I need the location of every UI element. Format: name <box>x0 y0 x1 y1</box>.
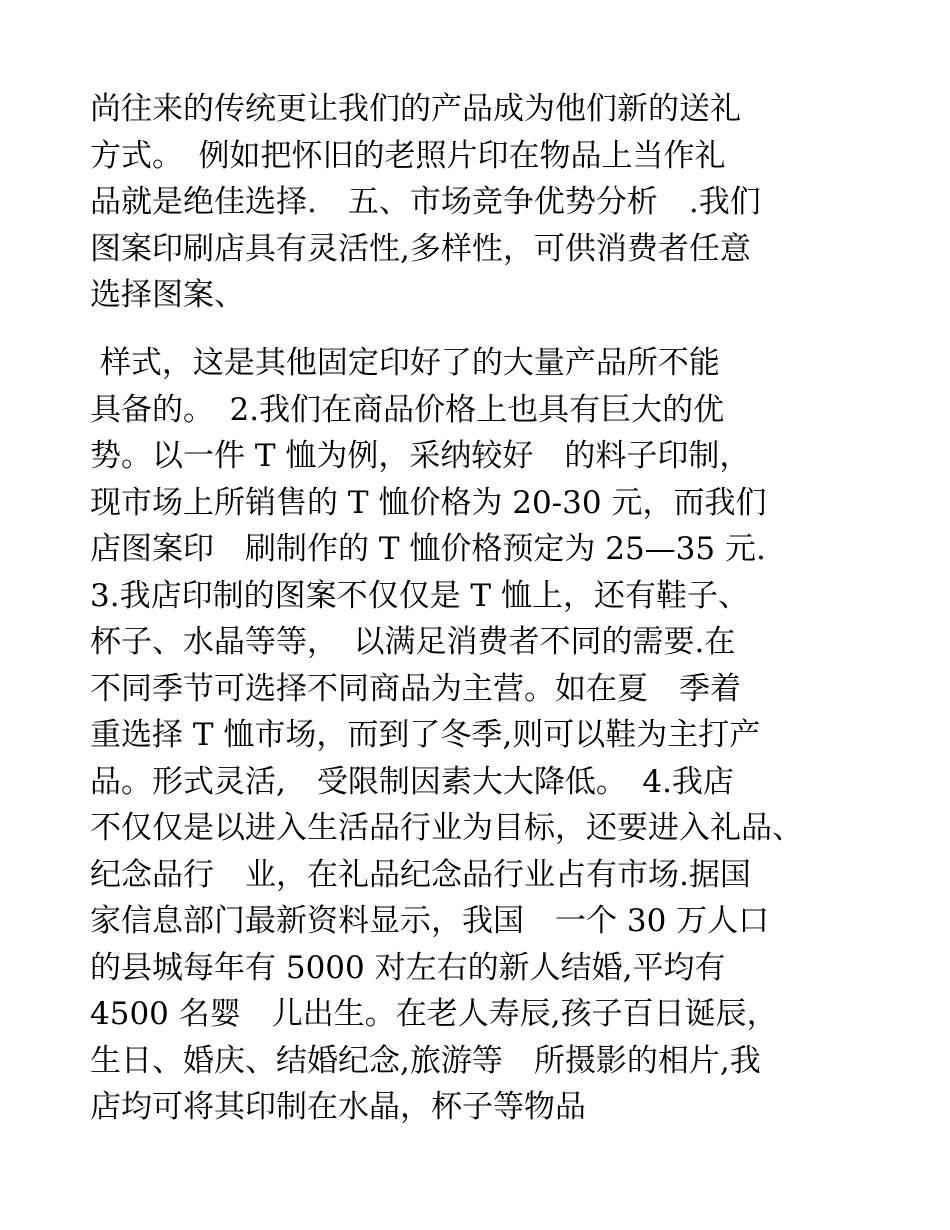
paragraph-line: 不同季节可选择不同商品为主营。如在夏 季着 <box>90 670 741 707</box>
paragraph-line: 方式。 例如把怀旧的老照片印在物品上当作礼 <box>90 137 726 174</box>
paragraph-line: 家信息部门最新资料显示，我国 一个 30 万人口 <box>90 903 770 939</box>
paragraph-line: 纪念品行 业，在礼品纪念品行业占有市场.据国 <box>90 856 751 893</box>
paragraph-line: 势。以一件 T 恤为例，采纳较好 的料子印制， <box>90 438 751 474</box>
paragraph-line: 杯子、水晶等等， 以满足消费者不同的需要.在 <box>90 624 736 660</box>
paragraph-line: 店图案印 刷制作的 T 恤价格预定为 25—35 元. <box>90 531 766 567</box>
paragraph-line: 具备的。 2.我们在商品价格上也具有巨大的优 <box>90 391 725 428</box>
paragraph-2 <box>90 340 860 1131</box>
paragraph-line: 4500 名婴 儿出生。在老人寿辰,孩子百日诞辰， <box>90 996 778 1032</box>
paragraph-line: 图案印刷店具有灵活性,多样性，可供消费者任意 <box>90 230 751 267</box>
paragraph-line: 选择图案、 <box>90 277 245 313</box>
paragraph-line: 不仅仅是以进入生活品行业为目标，还要进入礼品、 <box>90 810 803 846</box>
paragraph-line: 品。形式灵活, 受限制因素大大降低。 4.我店 <box>90 763 734 800</box>
paragraph-line: 样式，这是其他固定印好了的大量产品所不能 <box>90 345 720 381</box>
paragraph-line: 现市场上所销售的 T 恤价格为 20-30 元，而我们 <box>90 484 767 521</box>
paragraph-line: 的县城每年有 5000 对左右的新人结婚,平均有 <box>90 949 726 986</box>
paragraph-line: 生日、婚庆、结婚纪念,旅游等 所摄影的相片,我 <box>90 1042 761 1079</box>
paragraph-line: 店均可将其印制在水晶，杯子等物品 <box>90 1089 586 1125</box>
paragraph-line: 3.我店印制的图案不仅仅是 T 恤上，还有鞋子、 <box>90 577 749 614</box>
paragraph-line: 重选择 T 恤市场，而到了冬季,则可以鞋为主打产 <box>90 717 761 753</box>
paragraph-line: 尚往来的传统更让我们的产品成为他们新的送礼 <box>90 91 741 127</box>
paragraph-1 <box>90 86 860 319</box>
paragraph-line: 品就是绝佳选择. 五、市场竞争优势分析 .我们 <box>90 184 761 220</box>
